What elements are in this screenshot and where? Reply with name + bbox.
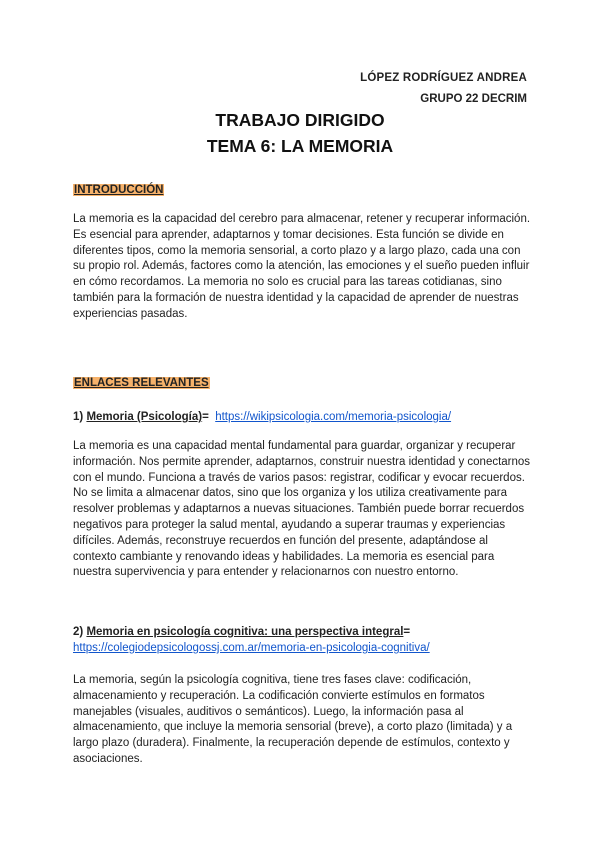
reference-2 xyxy=(73,626,410,638)
intro-paragraph: La memoria es la capacidad del cerebro para almacenar, retener y recuperar información. Es esencial para aprender, adaptarnos y tomar decisiones. Esta función se divide en diferentes tipos, como la memoria sensorial, a corto plazo y a largo plazo, cada una con su propio rol. Además, factores como la atención, las emociones y el sueño pueden influir en cómo recordamos. La memoria no solo es crucial para las tareas cotidianas, sino también para la formación de nuestra identidad y la capacidad de aprender de nuestras experiencias pasadas. xyxy=(73,213,531,320)
reference-2-url-line xyxy=(73,642,430,654)
document-title: TRABAJO DIRIGIDO xyxy=(215,110,385,130)
reference-2-summary: La memoria, según la psicología cognitiva, tiene tres fases clave: codificación, almacenamiento y recuperación. La codificación convierte estímulos en formatos manejables (visuales, auditivos o semánticos). Luego, la información pasa al almacenamiento, que incluye la memoria sensorial (breve), a corto plazo (limitada) y a largo plazo (duradera). Finalmente, la recuperación depende de estímulos, contexto y asociaciones. xyxy=(73,674,513,765)
reference-2-title: Memoria en psicología cognitiva: una perspectiva integral xyxy=(86,626,404,638)
reference-1-number: 1) xyxy=(73,411,84,423)
reference-1-separator: = xyxy=(202,411,209,423)
document-subtitle: TEMA 6: LA MEMORIA xyxy=(206,136,394,156)
reference-1-link[interactable]: https://wikipsicologia.com/memoria-psicologia/ xyxy=(215,411,452,423)
reference-1-title: Memoria (Psicología) xyxy=(86,411,203,423)
reference-2-separator: = xyxy=(403,626,411,638)
intro-heading: INTRODUCCIÓN xyxy=(74,184,164,196)
reference-2-number: 2) xyxy=(73,626,84,638)
group-label: GRUPO 22 DECRIM xyxy=(420,93,527,105)
reference-2-link[interactable]: https://colegiodepsicologossj.com.ar/memoria-en-psicologia-cognitiva/ xyxy=(73,642,430,654)
author-name: LÓPEZ RODRÍGUEZ ANDREA xyxy=(360,72,527,84)
links-heading: ENLACES RELEVANTES xyxy=(74,377,209,389)
reference-1-summary: La memoria es una capacidad mental fundamental para guardar, organizar y recuperar información. Nos permite aprender, adaptarnos, construir nuestra identidad y conectarnos con el mundo. Funciona a través de varios pasos: registrar, codificar y evocar recuerdos. No se limita a almacenar datos, sino que los organiza y los utiliza creativamente para resolver problemas y adaptarnos a nuevas situaciones. También puede borrar recuerdos negativos para proteger la salud mental, ayudando a superar traumas y experiencias difíciles. Además, reconstruye recuerdos en función del presente, adaptándose al contexto cambiante y renovando ideas y habilidades. La memoria es esencial para nuestra supervivencia y para entender y relacionarnos con nuestro entorno. xyxy=(73,440,531,579)
reference-1 xyxy=(73,411,451,423)
